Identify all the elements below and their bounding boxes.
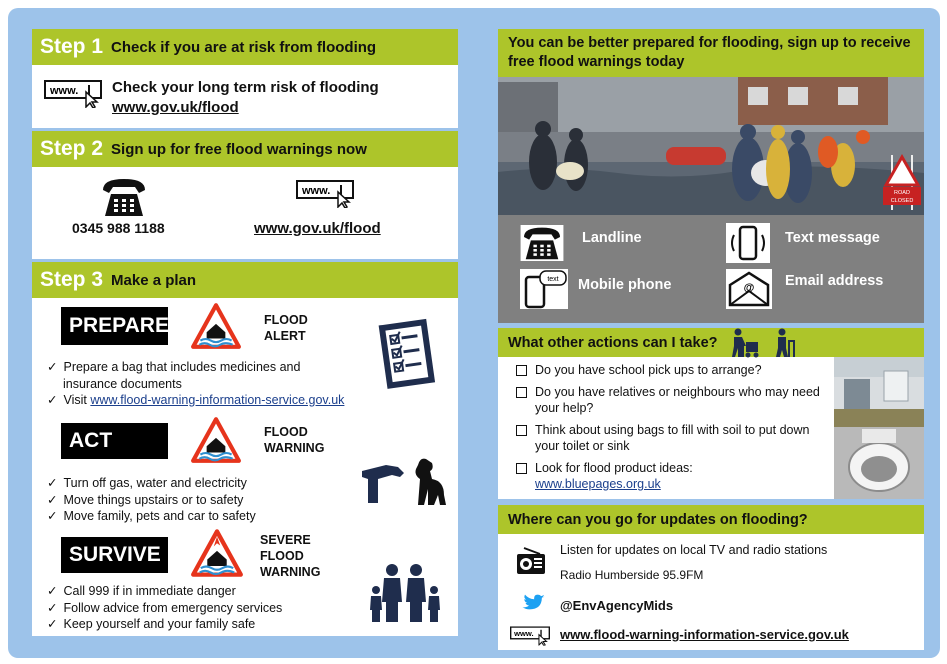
flood-photo xyxy=(498,77,924,215)
prepare-list xyxy=(47,359,347,409)
action-text: Do you have relatives or neighbours who may need your help? xyxy=(535,385,820,415)
step3-title: Make a plan xyxy=(111,271,197,289)
signup-panel xyxy=(498,29,924,323)
text-phone-icon xyxy=(520,269,568,309)
list-item: ✓ Prepare a bag that includes medicines and insurance documents xyxy=(47,359,347,392)
step1-title: Check if you are at risk from flooding xyxy=(111,38,377,56)
prepare-link[interactable]: www.flood-warning-information-service.gov.uk xyxy=(90,393,345,407)
web-icon xyxy=(510,626,550,646)
telephone-icon xyxy=(520,225,564,261)
signup-header xyxy=(498,29,924,77)
updates-panel xyxy=(498,505,924,650)
list-item xyxy=(516,460,832,492)
severe-flood-warning-text: SEVERE FLOOD WARNING xyxy=(260,533,321,579)
actions-header xyxy=(498,328,924,357)
svg-text:CLOSED: CLOSED xyxy=(890,198,914,204)
list-item: ✓ Keep yourself and your family safe xyxy=(47,616,347,633)
twitter-handle[interactable]: @EnvAgencyMids xyxy=(560,598,674,613)
email-icon xyxy=(726,269,772,309)
mobile-phone-icon xyxy=(726,223,770,263)
text-message-label: Text message xyxy=(785,230,880,246)
actions-panel xyxy=(498,328,924,499)
prepare-label: PREPARE xyxy=(61,307,168,345)
step1-line: Check your long term risk of flooding xyxy=(112,79,379,96)
checklist-icon xyxy=(375,318,437,392)
radio-line: Listen for updates on local TV and radio stations xyxy=(560,543,828,557)
updates-link[interactable]: www.flood-warning-information-service.gov.uk xyxy=(560,627,849,642)
family-icon xyxy=(370,562,442,624)
svg-text:@: @ xyxy=(743,282,755,294)
bluepages-link[interactable]: www.bluepages.org.uk xyxy=(535,477,661,491)
step2-header xyxy=(32,131,458,167)
severe-flood-warning-icon xyxy=(190,528,244,578)
text-bubble-label: text xyxy=(547,276,559,283)
mobile-phone-label: Mobile phone xyxy=(578,277,672,293)
list-item: ✓ Turn off gas, water and electricity xyxy=(47,475,347,492)
step3-header xyxy=(32,262,458,298)
actions-title: What other actions can I take? xyxy=(508,334,718,351)
step2-title: Sign up for free flood warnings now xyxy=(111,140,367,158)
list-item: ✓ Call 999 if in immediate danger xyxy=(47,583,347,600)
svg-text:ROAD: ROAD xyxy=(894,190,910,196)
signup-title: You can be better prepared for flooding, sign up to receive free flood warnings today xyxy=(508,35,911,70)
action-text: Do you have school pick ups to arrange? xyxy=(535,363,762,377)
telephone-icon xyxy=(99,176,149,218)
list-item xyxy=(47,392,347,409)
web-icon xyxy=(296,180,354,208)
radio-icon xyxy=(516,546,546,576)
survive-list xyxy=(47,583,347,633)
list-item: ✓ Move things upstairs or to safety xyxy=(47,492,347,509)
flood-alert-icon xyxy=(190,302,242,350)
step3-panel xyxy=(32,262,458,636)
action-text: Think about using bags to fill with soil to put down your toilet or sink xyxy=(535,423,810,453)
twitter-icon xyxy=(522,594,546,614)
web-icon xyxy=(44,80,102,108)
step2-panel xyxy=(32,131,458,259)
list-item xyxy=(516,384,832,416)
updates-header xyxy=(498,505,924,534)
flood-warning-text: FLOOD WARNING xyxy=(264,425,325,455)
action-text-label: Look for flood product ideas: xyxy=(535,461,693,475)
list-item: ✓ Follow advice from emergency services xyxy=(47,600,347,617)
phone-number: 0345 988 1188 xyxy=(72,220,165,236)
survive-label: SURVIVE xyxy=(61,537,168,573)
step2-number: Step 2 xyxy=(40,137,104,160)
visit-label: Visit xyxy=(63,393,91,407)
carers-icon xyxy=(730,328,796,358)
flood-alert-text: FLOOD ALERT xyxy=(264,313,308,343)
radio-station: Radio Humberside 95.9FM xyxy=(560,568,704,582)
step1-link[interactable]: www.gov.uk/flood xyxy=(112,99,239,116)
landline-label: Landline xyxy=(582,230,642,246)
step1-number: Step 1 xyxy=(40,35,104,58)
list-item xyxy=(516,362,832,378)
action-text xyxy=(535,460,693,492)
actions-list xyxy=(516,362,832,498)
act-label: ACT xyxy=(61,423,168,459)
list-item: ✓ Move family, pets and car to safety xyxy=(47,508,347,525)
tap-and-dog-icon xyxy=(360,455,448,507)
updates-title: Where can you go for updates on flooding? xyxy=(508,511,808,528)
list-item xyxy=(516,422,832,454)
step1-header xyxy=(32,29,458,65)
flooded-home-photo xyxy=(834,357,924,499)
act-list xyxy=(47,475,347,525)
step1-panel xyxy=(32,29,458,128)
step2-link[interactable]: www.gov.uk/flood xyxy=(254,220,381,237)
flood-warning-icon xyxy=(190,416,242,464)
email-label: Email address xyxy=(785,273,884,289)
step3-number: Step 3 xyxy=(40,268,104,291)
